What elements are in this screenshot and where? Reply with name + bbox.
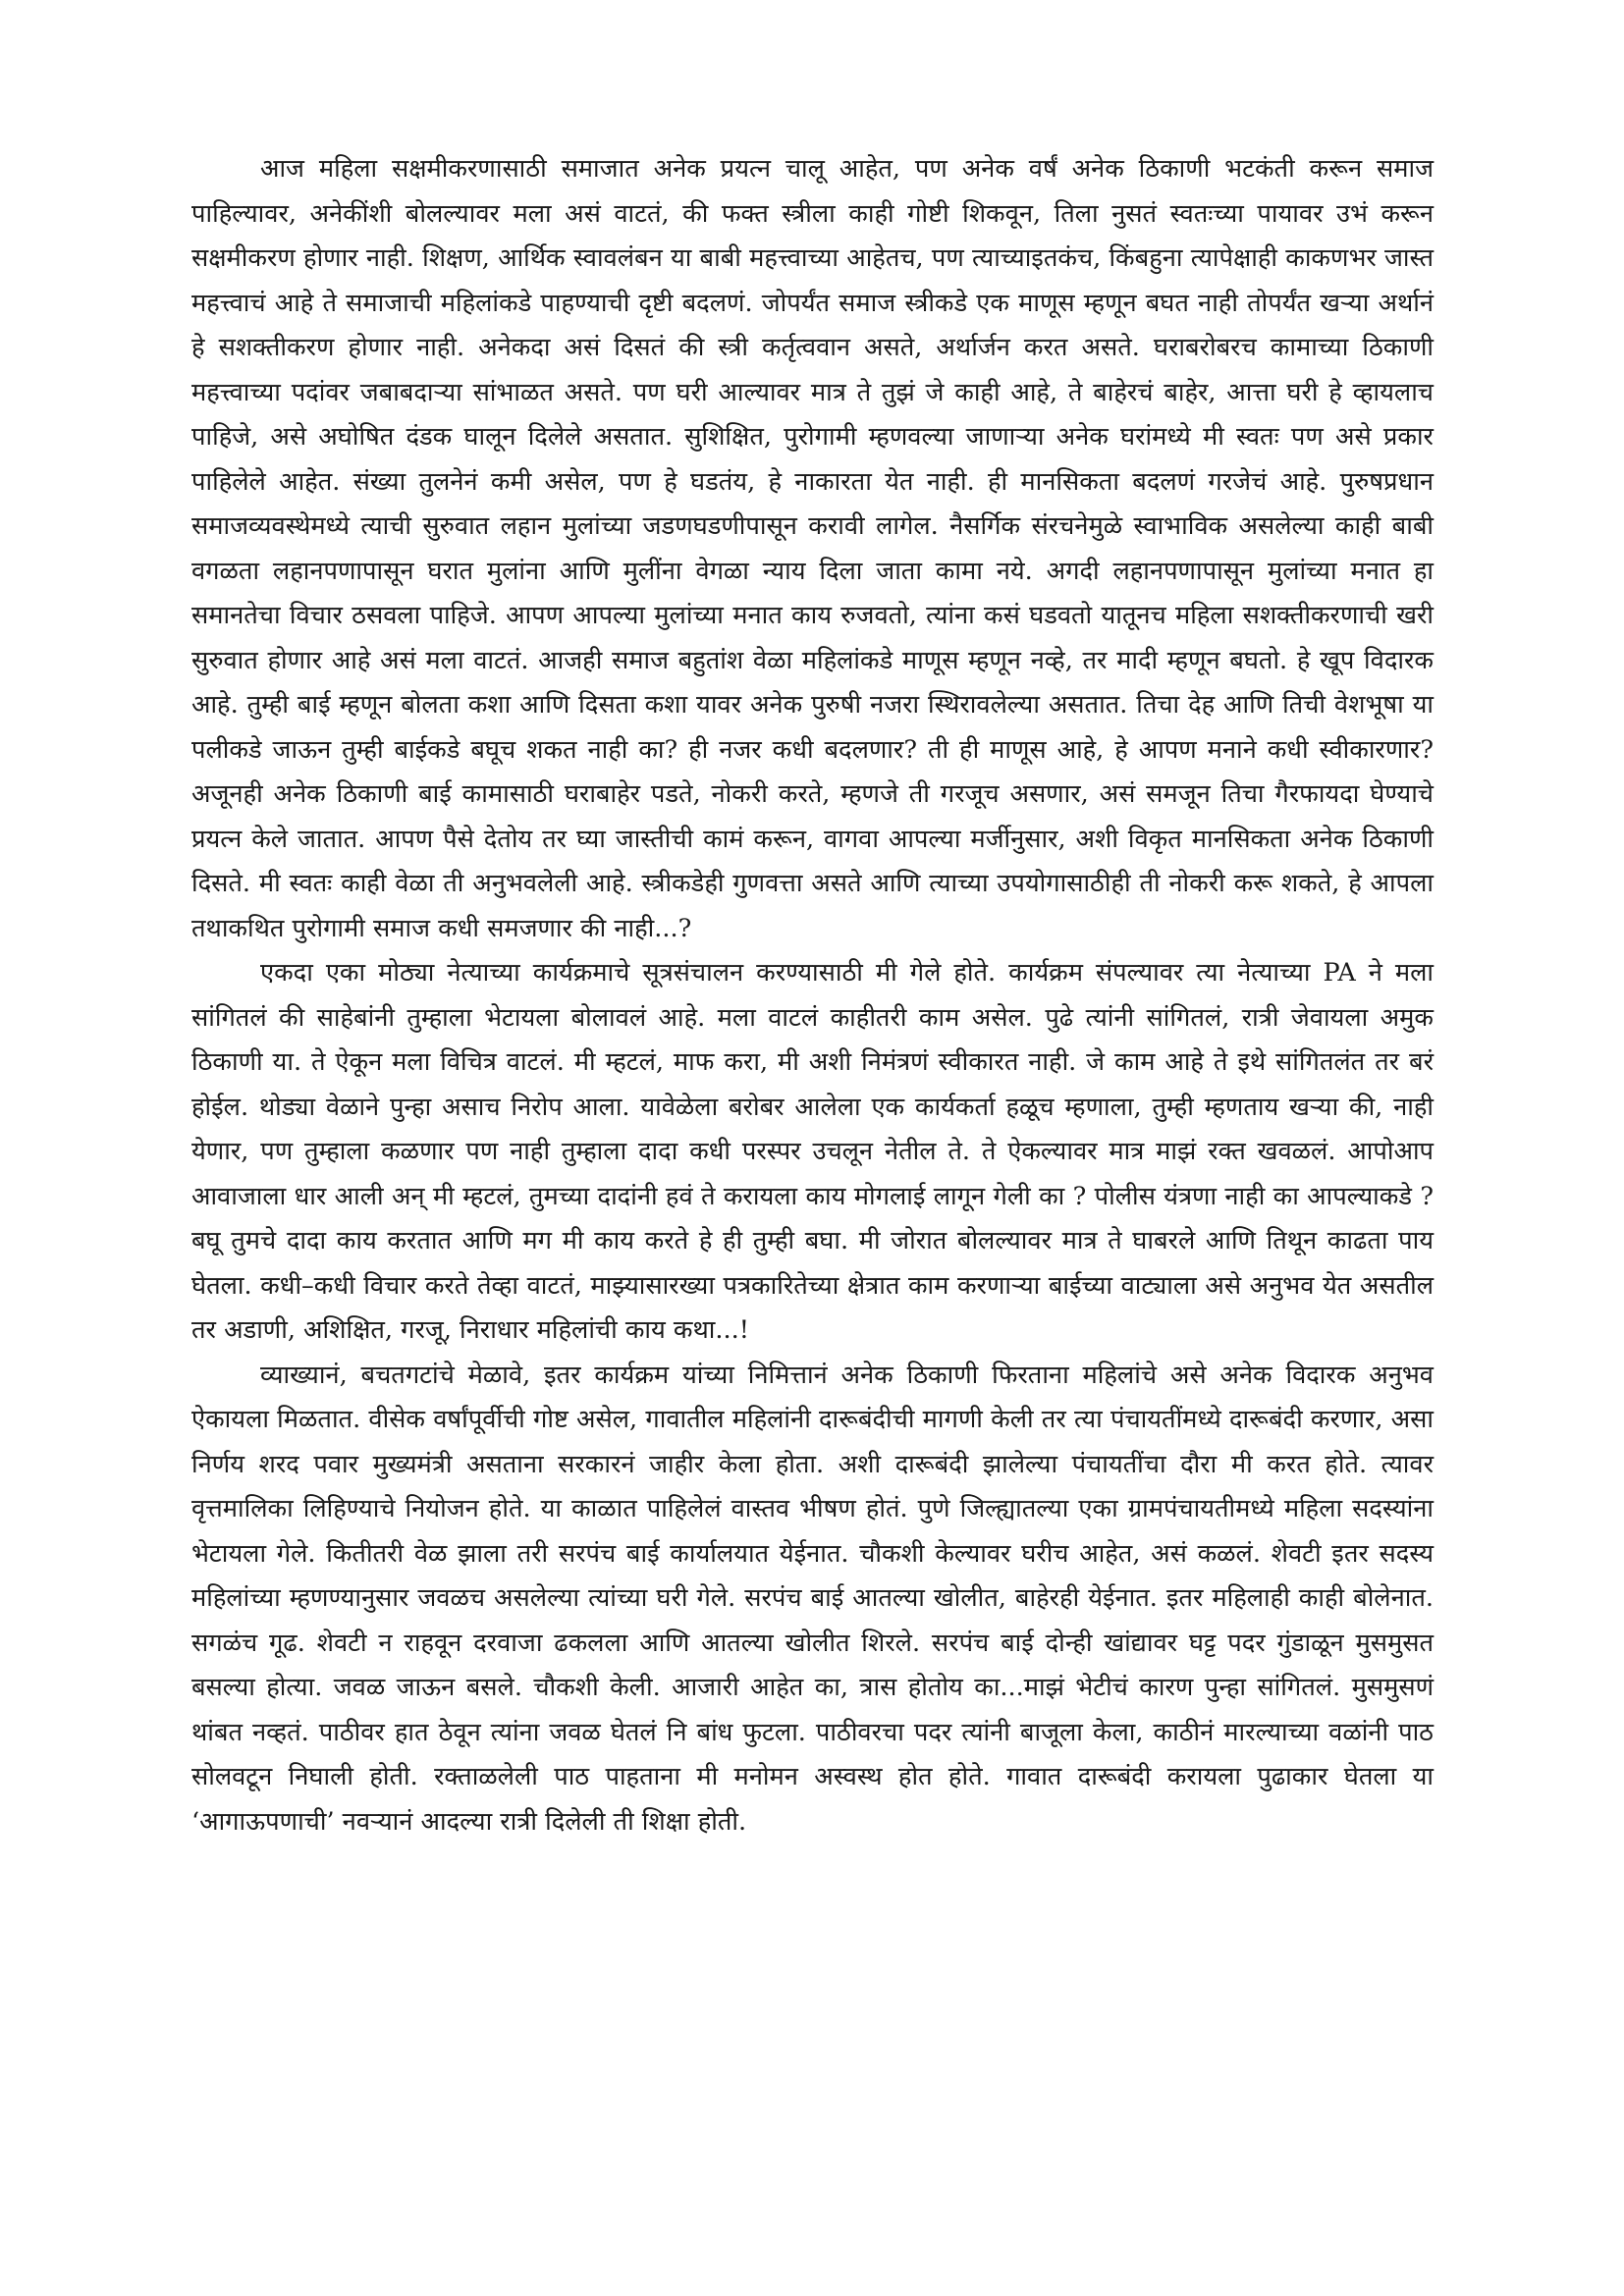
document-page	[191, 147, 1434, 1844]
paragraph-1: आज महिला सक्षमीकरणासाठी समाजात अनेक प्रयत्न चालू आहेत, पण अनेक वर्षं अनेक ठिकाणी भटकंती करून समाज पाहिल्यावर, अनेकींशी बोलल्यावर मला असं वाटतं, की फक्त स्त्रीला काही गोष्टी शिकवून, तिला नुसतं स्वतःच्या पायावर उभं करून सक्षमीकरण होणार नाही. शिक्षण, आर्थिक स्वावलंबन या बाबी महत्त्वाच्या आहेतच, पण त्याच्याइतकंच, किंबहुना त्यापेक्षाही काकणभर जास्त महत्त्वाचं आहे ते समाजाची महिलांकडे पाहण्याची दृष्टी बदलणं. जोपर्यंत समाज स्त्रीकडे एक माणूस म्हणून बघत नाही तोपर्यंत खऱ्या अर्थानं हे सशक्तीकरण होणार नाही. अनेकदा असं दिसतं की स्त्री कर्तृत्ववान असते, अर्थार्जन करत असते. घराबरोबरच कामाच्या ठिकाणी महत्त्वाच्या पदांवर जबाबदाऱ्या सांभाळत असते. पण घरी आल्यावर मात्र ते तुझं जे काही आहे, ते बाहेरचं बाहेर, आत्ता घरी हे व्हायलाच पाहिजे, असे अघोषित दंडक घालून दिलेले असतात. सुशिक्षित, पुरोगामी म्हणवल्या जाणाऱ्या अनेक घरांमध्ये मी स्वतः पण असे प्रकार पाहिलेले आहेत. संख्या तुलनेनं कमी असेल, पण हे घडतंय, हे नाकारता येत नाही. ही मानसिकता बदलणं गरजेचं आहे. पुरुषप्रधान समाजव्यवस्थेमध्ये त्याची सुरुवात लहान मुलांच्या जडणघडणीपासून करावी लागेल. नैसर्गिक संरचनेमुळे स्वाभाविक असलेल्या काही बाबी वगळता लहानपणापासून घरात मुलांना आणि मुलींना वेगळा न्याय दिला जाता कामा नये. अगदी लहानपणापासून मुलांच्या मनात हा समानतेचा विचार ठसवला पाहिजे. आपण आपल्या मुलांच्या मनात काय रुजवतो, त्यांना कसं घडवतो यातूनच महिला सशक्तीकरणाची खरी सुरुवात होणार आहे असं मला वाटतं. आजही समाज बहुतांश वेळा महिलांकडे माणूस म्हणून नव्हे, तर मादी म्हणून बघतो. हे खूप विदारक आहे. तुम्ही बाई म्हणून बोलता कशा आणि दिसता कशा यावर अनेक पुरुषी नजरा स्थिरावलेल्या असतात. तिचा देह आणि तिची वेशभूषा या पलीकडे जाऊन तुम्ही बाईकडे बघूच शकत नाही का? ही नजर कधी बदलणार? ती ही माणूस आहे, हे आपण मनाने कधी स्वीकारणार? अजूनही अनेक ठिकाणी बाई कामासाठी घराबाहेर पडते, नोकरी करते, म्हणजे ती गरजूच असणार, असं समजून तिचा गैरफायदा घेण्याचे प्रयत्न केले जातात. आपण पैसे देतोय तर घ्या जास्तीची कामं करून, वागवा आपल्या मर्जीनुसार, अशी विकृत मानसिकता अनेक ठिकाणी दिसते. मी स्वतः काही वेळा ती अनुभवलेली आहे. स्त्रीकडेही गुणवत्ता असते आणि त्याच्या उपयोगासाठीही ती नोकरी करू शकते, हे आपला तथाकथित पुरोगामी समाज कधी समजणार की नाही...?	[191, 154, 1434, 943]
paragraph-3: व्याख्यानं, बचतगटांचे मेळावे, इतर कार्यक्रम यांच्या निमित्तानं अनेक ठिकाणी फिरताना महिलांचे असे अनेक विदारक अनुभव ऐकायला मिळतात. वीसेक वर्षांपूर्वीची गोष्ट असेल, गावातील महिलांनी दारूबंदीची मागणी केली तर त्या पंचायतींमध्ये दारूबंदी करणार, असा निर्णय शरद पवार मुख्यमंत्री असताना सरकारनं जाहीर केला होता. अशी दारूबंदी झालेल्या पंचायतींचा दौरा मी करत होते. त्यावर वृत्तमालिका लिहिण्याचे नियोजन होते. या काळात पाहिलेलं वास्तव भीषण होतं. पुणे जिल्ह्यातल्या एका ग्रामपंचायतीमध्ये महिला सदस्यांना भेटायला गेले. कितीतरी वेळ झाला तरी सरपंच बाई कार्यालयात येईनात. चौकशी केल्यावर घरीच आहेत, असं कळलं. शेवटी इतर सदस्य महिलांच्या म्हणण्यानुसार जवळच असलेल्या त्यांच्या घरी गेले. सरपंच बाई आतल्या खोलीत, बाहेरही येईनात. इतर महिलाही काही बोलेनात. सगळंच गूढ. शेवटी न राहवून दरवाजा ढकलला आणि आतल्या खोलीत शिरले. सरपंच बाई दोन्ही खांद्यावर घट्ट पदर गुंडाळून मुसमुसत बसल्या होत्या. जवळ जाऊन बसले. चौकशी केली. आजारी आहेत का, त्रास होतोय का...माझं भेटीचं कारण पुन्हा सांगितलं. मुसमुसणं थांबत नव्हतं. पाठीवर हात ठेवून त्यांना जवळ घेतलं नि बांध फुटला. पाठीवरचा पदर त्यांनी बाजूला केला, काठीनं मारल्याच्या वळांनी पाठ सोलवटून निघाली होती. रक्ताळलेली पाठ पाहताना मी मनोमन अस्वस्थ होत होते. गावात दारूबंदी करायला पुढाकार घेतला या ‘आगाऊपणाची’ नवऱ्यानं आदल्या रात्री दिलेली ती शिक्षा होती.	[191, 1360, 1434, 1837]
paragraph-2: एकदा एका मोठ्या नेत्याच्या कार्यक्रमाचे सूत्रसंचालन करण्यासाठी मी गेले होते. कार्यक्रम संपल्यावर त्या नेत्याच्या PA ने मला सांगितलं की साहेबांनी तुम्हाला भेटायला बोलावलं आहे. मला वाटलं काहीतरी काम असेल. पुढे त्यांनी सांगितलं, रात्री जेवायला अमुक ठिकाणी या. ते ऐकून मला विचित्र वाटलं. मी म्हटलं, माफ करा, मी अशी निमंत्रणं स्वीकारत नाही. जे काम आहे ते इथे सांगितलंत तर बरं होईल. थोड्या वेळाने पुन्हा असाच निरोप आला. यावेळेला बरोबर आलेला एक कार्यकर्ता हळूच म्हणाला, तुम्ही म्हणताय खऱ्या की, नाही येणार, पण तुम्हाला कळणार पण नाही तुम्हाला दादा कधी परस्पर उचलून नेतील ते. ते ऐकल्यावर मात्र माझं रक्त खवळलं. आपोआप आवाजाला धार आली अन् मी म्हटलं, तुमच्या दादांनी हवं ते करायला काय मोगलाई लागून गेली का ? पोलीस यंत्रणा नाही का आपल्याकडे ? बघू तुमचे दादा काय करतात आणि मग मी काय करते हे ही तुम्ही बघा. मी जोरात बोलल्यावर मात्र ते घाबरले आणि तिथून काढता पाय घेतला. कधी–कधी विचार करते तेव्हा वाटतं, माझ्यासारख्या पत्रकारितेच्या क्षेत्रात काम करणाऱ्या बाईच्या वाट्याला असे अनुभव येत असतील तर अडाणी, अशिक्षित, गरजू, निराधार महिलांची काय कथा...!	[191, 958, 1434, 1345]
